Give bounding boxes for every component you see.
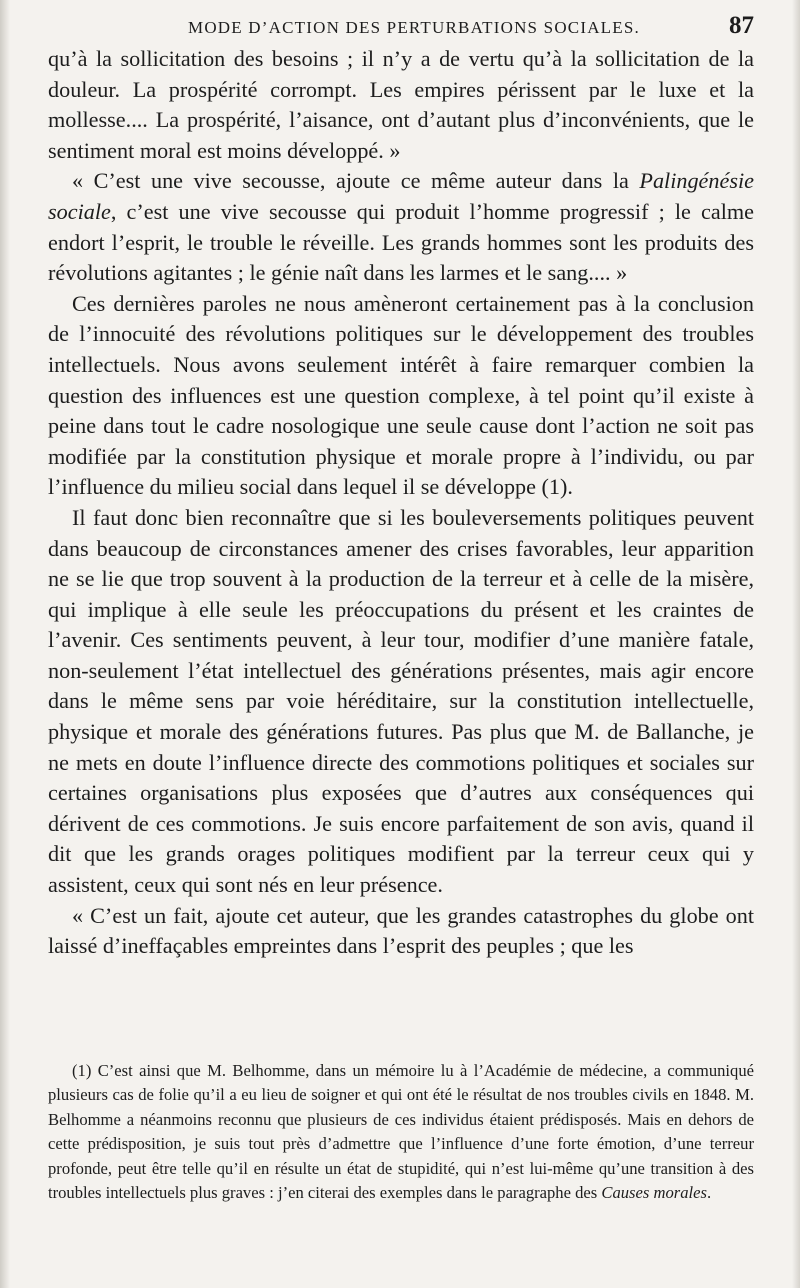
paragraph-text: , c’est une vive secousse qui produit l’homme progressif ; le calme endort l’esprit, le trouble le réveille. Les grands hommes sont les produits des révolutions agitantes ; le génie naît dans les larmes et le sang.... » <box>48 198 754 286</box>
paragraph-text: « C’est une vive secousse, ajoute ce même auteur dans la <box>72 168 640 194</box>
page-left-edge-shadow <box>0 0 10 1288</box>
footnote-italic: Causes morales <box>601 1183 707 1203</box>
footnote <box>48 1059 754 1205</box>
footnote-area <box>48 1059 754 1205</box>
page-right-edge-shadow <box>792 0 800 1288</box>
paragraph-quote-palingenesie <box>48 166 754 288</box>
main-text <box>48 44 754 962</box>
paragraph-conclusion: Ces dernières paroles ne nous amèneront certainement pas à la conclusion de l’innocuité des révolutions politiques sur le développement des troubles intellectuels. Nous avons seulement intérêt à faire remarquer combien la question des influences est une question complexe, à tel point qu’il existe à peine dans tout le cadre nosologique une seule cause dont l’action ne soit pas modifiée par la constitution physique et morale propre à l’individu, ou par l’influence du milieu social dans lequel il se développe (1). <box>48 290 754 500</box>
footnote-text: (1) C’est ainsi que M. Belhomme, dans un mémoire lu à l’Académie de médecine, a communiqué plusieurs cas de folie qu’il a eu lieu de soigner et qui ont été le résultat de nos troubles civils en 1848. M. Belhomme a néanmoins reconnu que plusieurs de ces individus étaient prédisposés. Mais en dehors de cette prédisposition, je suis tout près d’admettre que l’influence d’une forte émotion, d’une terreur profonde, peut être telle qu’il en résulte un état de stupidité, qui n’est lui-même qu’une transition à des troubles intellectuels plus graves : j’en citerai des exemples dans le paragraphe des <box>48 1061 754 1203</box>
paragraph-catastrophes: « C’est un fait, ajoute cet auteur, que les grandes catastrophes du globe ont laissé d’ineffaçables empreintes dans l’esprit des peuples ; que les <box>48 902 754 959</box>
paragraph-bouleversements: Il faut donc bien reconnaître que si les bouleversements politiques peuvent dans beaucoup de circonstances amener des crises favorables, leur apparition ne se lie que trop souvent à la production de la terreur et à celle de la misère, qui implique à elle seule les préoccupations du présent et les craintes de l’avenir. Ces sentiments peuvent, à leur tour, modifier d’une manière fatale, non-seulement l’état intellectuel des générations présentes, mais agir encore dans le même sens par voie héréditaire, sur la constitution intellectuelle, physique et morale des générations futures. Pas plus que M. de Ballanche, je ne mets en doute l’influence directe des commotions politiques et sociales sur certaines organisations plus exposées que d’autres aux conséquences qui dérivent de ces commotions. Je suis encore parfaitement de son avis, quand il dit que les grands orages politiques modifient par la terreur ceux qui y assistent, ceux qui sont nés en leur présence. <box>48 504 754 898</box>
paragraph-continued: qu’à la sollicitation des besoins ; il n’y a de vertu qu’à la sollicitation de la douleur. La prospérité corrompt. Les empires périssent par le luxe et la mollesse.... La prospérité, l’aisance, ont d’autant plus d’inconvénients, que le sentiment moral est moins développé. » <box>48 46 754 163</box>
page-number: 87 <box>729 12 754 39</box>
book-title-italic: Palingénésie sociale <box>48 168 754 224</box>
page-header <box>48 12 754 48</box>
footnote-text-end: . <box>706 1183 712 1203</box>
running-title: MODE D’ACTION DES PERTURBATIONS SOCIALES. <box>188 18 640 37</box>
